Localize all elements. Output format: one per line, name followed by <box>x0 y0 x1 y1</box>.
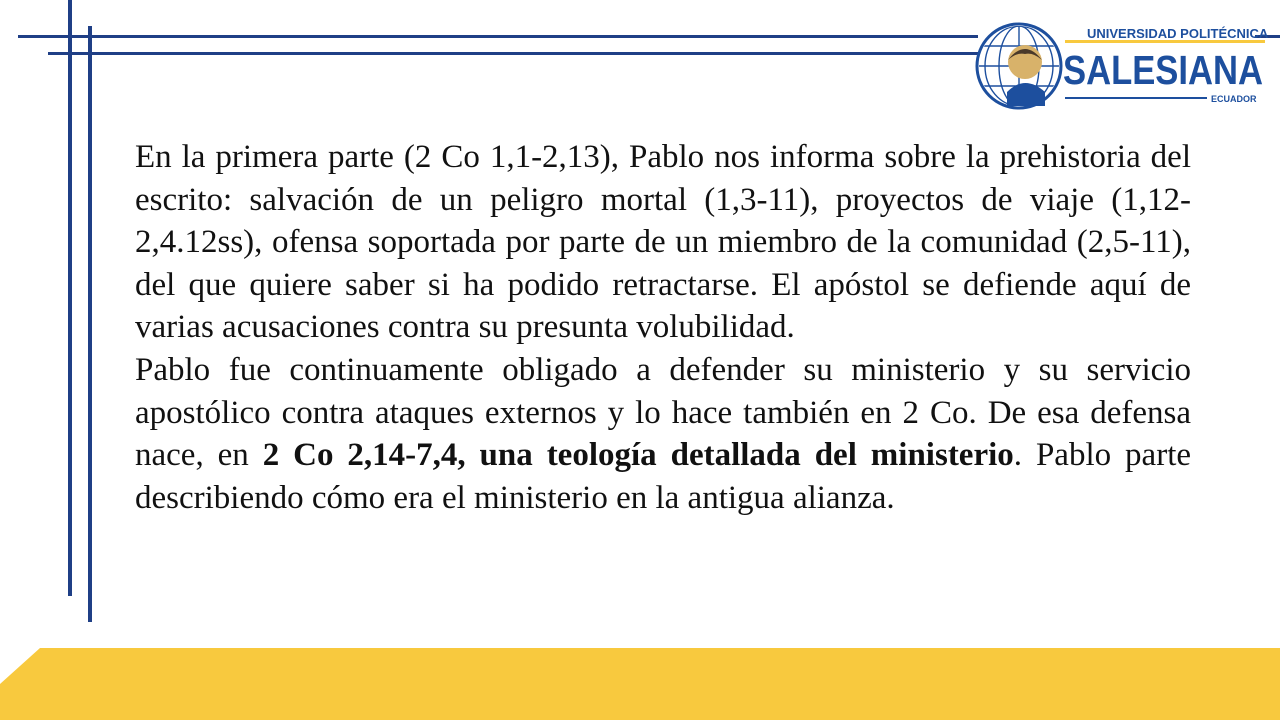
logo-line2: SALESIANA <box>1063 47 1263 93</box>
paragraph-2-start: Pablo fue continuamente obligado a defender su ministerio y su servicio apostólico contra ataques externos y lo hace también en 2 Co. De esa defensa nace, en <box>135 351 1191 474</box>
frame-horizontal-line-top <box>18 35 978 38</box>
paragraph-1: En la primera parte (2 Co 1,1-2,13), Pablo nos informa sobre la prehistoria del escrito: salvación de un peligro mortal (1,3-11), proyectos de viaje (1,12-2,4.12ss), ofensa soportada por parte de un miembro de la comunidad (2,5-11), del que quiere saber si ha podido retractarse. El apóstol se defiende aquí de varias acusaciones contra su presunta volubilidad. <box>135 139 1191 346</box>
university-logo <box>975 22 1267 110</box>
frame-horizontal-line-bottom <box>48 52 978 55</box>
logo-line1: UNIVERSIDAD POLITÉCNICA <box>1087 26 1269 41</box>
globe-emblem-icon <box>977 24 1061 108</box>
paragraph-2-bold: 2 Co 2,14-7,4, una teología detallada del ministerio <box>262 437 1014 474</box>
paragraph-2 <box>135 349 1191 519</box>
footer-yellow-band <box>0 640 1280 720</box>
slide-body <box>135 136 1191 519</box>
frame-vertical-line-left <box>68 0 72 596</box>
paragraph-2-end: . Pablo parte describiendo cómo era el ministerio en la antigua alianza. <box>135 437 1192 516</box>
frame-vertical-line-right <box>88 26 92 622</box>
logo-line3: ECUADOR <box>1211 94 1257 104</box>
